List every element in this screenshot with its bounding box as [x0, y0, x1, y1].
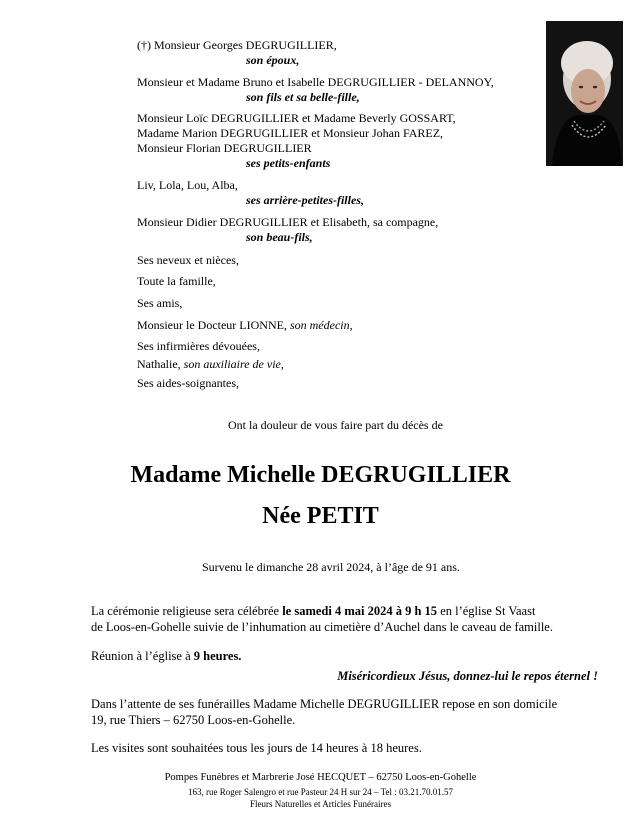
family-line-son: Monsieur et Madame Bruno et Isabelle DEGRUGILLIER - DELANNOY,: [137, 75, 494, 89]
family-line-grandchild-2: Madame Marion DEGRUGILLIER et Monsieur Johan FAREZ,: [137, 126, 444, 140]
doctor-name: Monsieur le Docteur LIONNE,: [137, 318, 287, 332]
family-line-grandchild-1: Monsieur Loïc DEGRUGILLIER et Madame Beverly GOSSART,: [137, 111, 456, 125]
footer-address: 163, rue Roger Salengro et rue Pasteur 24 H sur 24 – Tel : 03.21.70.01.57: [188, 787, 453, 797]
ceremony-intro: La cérémonie religieuse sera célébrée: [91, 604, 283, 618]
deceased-name: Madame Michelle DEGRUGILLIER: [130, 462, 511, 488]
death-info: Survenu le dimanche 28 avril 2024, à l’âge de 91 ans.: [202, 560, 460, 574]
relation-great-grandchildren: ses arrière-petites-filles,: [246, 193, 364, 207]
visits-line: Les visites sont souhaitées tous les jours de 14 heures à 18 heures.: [91, 741, 422, 755]
ceremony-place: en l’église St Vaast: [437, 604, 536, 618]
family-line-stepson: Monsieur Didier DEGRUGILLIER et Elisabeth, sa compagne,: [137, 215, 439, 229]
relation-grandchildren: ses petits-enfants: [246, 156, 331, 170]
reunion-time: 9 heures.: [193, 649, 242, 663]
family-line-nephews: Ses neveux et nièces,: [137, 253, 239, 267]
relation-husband: son époux,: [246, 53, 300, 67]
caregiver-role: son auxiliaire de vie,: [183, 357, 284, 371]
relation-son: son fils et sa belle-fille,: [246, 90, 360, 104]
ceremony-date: le samedi 4 mai 2024 à 9 h 15: [282, 604, 438, 618]
family-line-husband: (†) Monsieur Georges DEGRUGILLIER,: [137, 38, 337, 52]
reunion-line: [91, 648, 241, 665]
repose-line-1: Dans l’attente de ses funérailles Madame Michelle DEGRUGILLIER repose en son domicile: [91, 697, 558, 711]
family-line-nurses: Ses infirmières dévouées,: [137, 339, 260, 353]
doctor-role: son médecin,: [289, 318, 353, 332]
announcement-text: Ont la douleur de vous faire part du décès de: [228, 418, 443, 432]
relation-stepson: son beau-fils,: [246, 230, 313, 244]
ceremony-line-2: de Loos-en-Gohelle suivie de l’inhumation au cimetière d’Auchel dans le caveau de famille.: [91, 620, 553, 634]
family-line-caregiver: [137, 357, 284, 372]
footer-services: Fleurs Naturelles et Articles Funéraires: [250, 799, 391, 809]
caregiver-name: Nathalie,: [137, 357, 181, 371]
family-line-aides: Ses aides-soignantes,: [137, 376, 239, 390]
deceased-maiden-name: Née PETIT: [262, 503, 379, 529]
footer-company: Pompes Funèbres et Marbrerie José HECQUET – 62750 Loos-en-Gohelle: [164, 772, 477, 783]
family-line-doctor: [137, 318, 353, 333]
family-line-grandchild-3: Monsieur Florian DEGRUGILLIER: [137, 141, 312, 155]
reunion-text: Réunion à l’église à: [91, 649, 194, 663]
family-line-great-grandchildren: Liv, Lola, Lou, Alba,: [137, 178, 238, 192]
family-line-family: Toute la famille,: [137, 274, 216, 288]
repose-line-2: 19, rue Thiers – 62750 Loos-en-Gohelle.: [91, 713, 296, 727]
ceremony-line-1: [91, 603, 535, 620]
prayer-line: Miséricordieux Jésus, donnez-lui le repos éternel !: [337, 669, 598, 683]
family-line-friends: Ses amis,: [137, 296, 183, 310]
portrait-photo: [546, 21, 623, 166]
